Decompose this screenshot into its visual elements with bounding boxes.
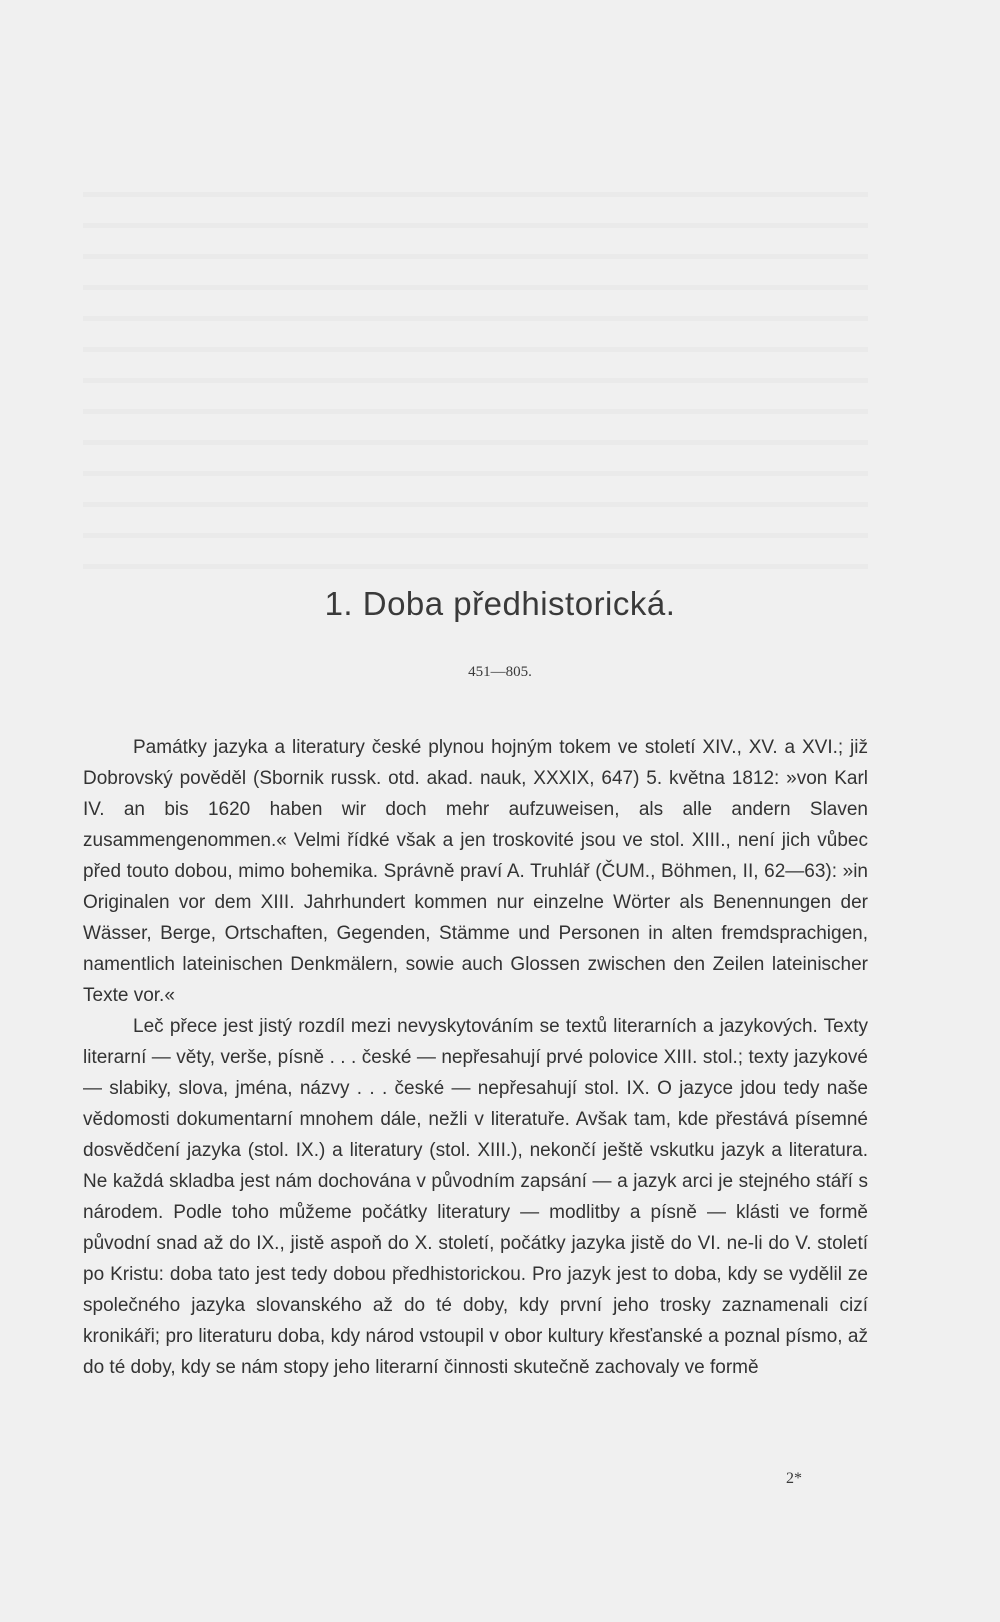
show-through-text: [83, 170, 868, 570]
page-number: 2*: [786, 1470, 802, 1487]
chapter-title: 1. Doba předhistorická.: [324, 585, 676, 622]
paragraph: Památky jazyka a literatury české plynou hojným tokem ve století XIV., XV. a XVI.; již Dobrovský pověděl (Sbornik russk. otd. akad. nauk, XXXIX, 647) 5. května 1812: »von Karl IV. an bis 1620 haben wir doch mehr aufzuweisen, als alle andern Slaven zusammengenommen.« Velmi řídké však a jen troskovité jsou ve stol. XIII., není jich vůbec před touto dobou, mimo bohemika. Správně praví A. Truhlář (ČUM., Böhmen, II, 62—63): »in Originalen vor dem XIII. Jahrhundert kommen nur einzelne Wörter als Benennungen der Wässer, Berge, Ortschaften, Gegenden, Stämme und Personen in alten fremdsprachigen, namentlich lateinischen Denkmälern, sowie auch Glossen zwischen den Zeilen lateinischer Texte vor.«: [83, 737, 868, 1006]
chapter-body: [83, 732, 868, 1383]
paragraph: Leč přece jest jistý rozdíl mezi nevyskytováním se textů literarních a jazykových. Texty literarní — věty, verše, písně . . . české — nepřesahují prvé polovice XIII. stol.; texty jazykové — slabiky, slova, jména, názvy . . . české — nepřesahují stol. IX. O jazyce jdou tedy naše vědomosti dokumentarní mnohem dále, nežli v literatuře. Avšak tam, kde přestává písemné dosvědčení jazyka (stol. IX.) a literatury (stol. XIII.), nekončí ještě vskutku jazyk a literatura. Ne každá skladba jest nám dochována v původním zapsání — a jazyk arci je stejného stáří s národem. Podle toho můžeme počátky literatury — modlitby a písně — klásti ve formě původní snad až do IX., jistě aspoň do X. století, počátky jazyka jistě do VI. ne-li do V. století po Kristu: doba tato jest tedy dobou předhistorickou. Pro jazyk jest to doba, kdy se vydělil ze společného jazyka slovanského až do té doby, kdy první jeho trosky zaznamenali cizí kronikáři; pro literaturu doba, kdy národ vstoupil v obor kultury křesťanské a poznal písmo, až do té doby, kdy se nám stopy jeho literarní činnosti skutečně zachovaly ve formě: [83, 1016, 868, 1378]
chapter-years: 451—805.: [468, 664, 532, 680]
